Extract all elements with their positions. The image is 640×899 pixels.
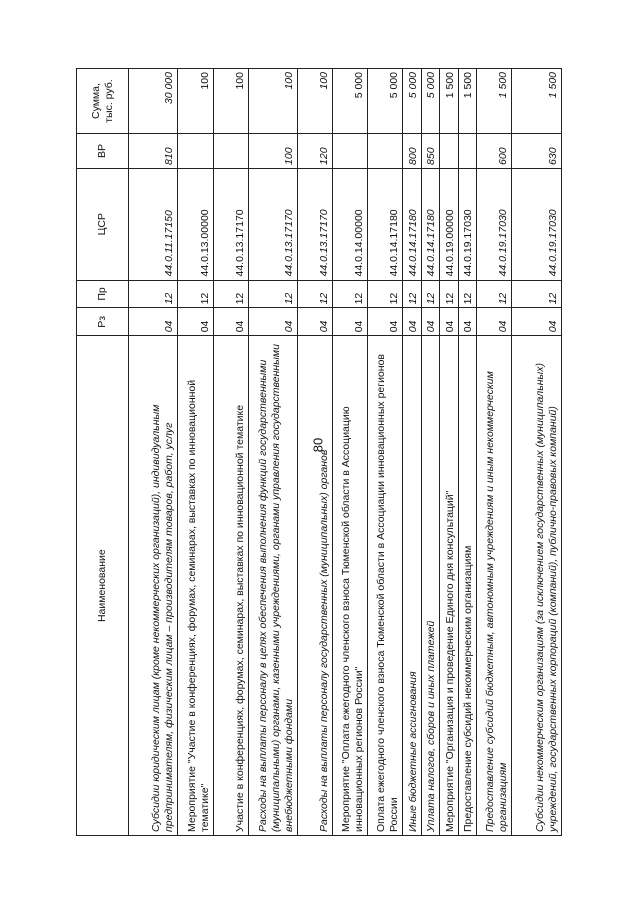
cell-csr: 44.0.19.17030	[512, 168, 562, 280]
cell-vr	[178, 134, 213, 169]
cell-sum: 5 000	[403, 69, 422, 134]
cell-name: Субсидии юридическим лицам (кроме некоммерческих организаций), индивидуальным предпринимателям, физическим лицам – производителям товаров, работ, услуг	[129, 336, 178, 836]
cell-pr: 12	[298, 280, 333, 308]
cell-rz: 04	[298, 308, 333, 336]
header-rz: Рз	[77, 308, 129, 336]
cell-pr: 12	[512, 280, 562, 308]
cell-rz: 04	[477, 308, 512, 336]
cell-sum: 100	[213, 69, 248, 134]
header-pr: Пр	[77, 280, 129, 308]
cell-sum: 5 000	[333, 69, 368, 134]
cell-vr: 120	[298, 134, 333, 169]
cell-name: Субсидии некоммерческим организациям (за исключением государственных (муниципальных) учреждений, государственных корпораций (компаний), публично-правовых компаний)	[512, 336, 562, 836]
cell-csr: 44.0.11.17150	[129, 168, 178, 280]
table-header-row	[77, 69, 129, 836]
header-name: Наименование	[77, 336, 129, 836]
cell-pr: 12	[178, 280, 213, 308]
cell-csr: 44.0.14.00000	[333, 168, 368, 280]
cell-csr: 44.0.13.17170	[213, 168, 248, 280]
page-number: 80	[310, 437, 326, 453]
cell-pr: 12	[333, 280, 368, 308]
cell-csr: 44.0.14.17180	[368, 168, 403, 280]
header-sum: Сумма, тыс. руб.	[77, 69, 129, 134]
table-row	[178, 69, 213, 836]
budget-table	[76, 68, 562, 836]
cell-rz: 04	[512, 308, 562, 336]
cell-sum: 1 500	[440, 69, 459, 134]
table-row	[333, 69, 368, 836]
cell-rz: 04	[368, 308, 403, 336]
cell-csr: 44.0.19.17030	[458, 168, 477, 280]
cell-vr: 800	[403, 134, 422, 169]
cell-name: Уплата налогов, сборов и иных платежей	[421, 336, 440, 836]
cell-sum: 30 000	[129, 69, 178, 134]
cell-vr: 600	[477, 134, 512, 169]
cell-rz: 04	[178, 308, 213, 336]
cell-name: Оплата ежегодного членского взноса Тюменской области в Ассоциации инновационных регионов России	[368, 336, 403, 836]
cell-rz: 04	[440, 308, 459, 336]
cell-rz: 04	[333, 308, 368, 336]
cell-vr: 850	[421, 134, 440, 169]
cell-rz: 04	[213, 308, 248, 336]
cell-name: Мероприятие "Оплата ежегодного членского взноса Тюменской области в Ассоциацию инновационных регионов России"	[333, 336, 368, 836]
cell-csr: 44.0.19.00000	[440, 168, 459, 280]
cell-name: Предоставление субсидий некоммерческим организациям	[458, 336, 477, 836]
cell-vr: 100	[248, 134, 297, 169]
cell-sum: 100	[298, 69, 333, 134]
cell-rz: 04	[129, 308, 178, 336]
cell-rz: 04	[248, 308, 297, 336]
table-row	[512, 69, 562, 836]
cell-name: Мероприятие "Участие в конференциях, форумах, семинарах, выставках по инновационной тематике"	[178, 336, 213, 836]
table-row	[403, 69, 422, 836]
cell-rz: 04	[421, 308, 440, 336]
cell-pr: 12	[477, 280, 512, 308]
cell-sum: 100	[178, 69, 213, 134]
cell-vr	[440, 134, 459, 169]
table-row	[298, 69, 333, 836]
table-row	[477, 69, 512, 836]
table-row	[368, 69, 403, 836]
table-row	[213, 69, 248, 836]
cell-name: Мероприятие "Организация и проведение Единого дня консультаций"	[440, 336, 459, 836]
header-vr: ВР	[77, 134, 129, 169]
cell-sum: 100	[248, 69, 297, 134]
cell-sum: 1 500	[512, 69, 562, 134]
cell-pr: 12	[129, 280, 178, 308]
table-body	[129, 69, 562, 836]
cell-vr: 630	[512, 134, 562, 169]
cell-rz: 04	[403, 308, 422, 336]
cell-csr: 44.0.13.17170	[298, 168, 333, 280]
cell-rz: 04	[458, 308, 477, 336]
cell-csr: 44.0.13.17170	[248, 168, 297, 280]
cell-vr	[458, 134, 477, 169]
table-row	[421, 69, 440, 836]
cell-sum: 1 500	[458, 69, 477, 134]
table-row	[129, 69, 178, 836]
table-row	[440, 69, 459, 836]
cell-vr	[368, 134, 403, 169]
cell-csr: 44.0.14.17180	[403, 168, 422, 280]
cell-name: Предоставление субсидий бюджетным, автономным учреждениям и иным некоммерческим организациям	[477, 336, 512, 836]
cell-vr	[333, 134, 368, 169]
cell-pr: 12	[440, 280, 459, 308]
cell-vr	[213, 134, 248, 169]
cell-name: Участие в конференциях, форумах, семинарах, выставках по инновационной тематике	[213, 336, 248, 836]
table-row	[248, 69, 297, 836]
cell-name: Расходы на выплаты персоналу в целях обеспечения выполнения функций государственными (муниципальными) органами, казенными учреждениями, органами управления государственными внебюджетными фондами	[248, 336, 297, 836]
cell-pr: 12	[248, 280, 297, 308]
cell-sum: 1 500	[477, 69, 512, 134]
cell-name: Расходы на выплаты персоналу государственных (муниципальных) органов	[298, 336, 333, 836]
cell-csr: 44.0.19.17030	[477, 168, 512, 280]
cell-pr: 12	[403, 280, 422, 308]
cell-csr: 44.0.14.17180	[421, 168, 440, 280]
table-row	[458, 69, 477, 836]
cell-vr: 810	[129, 134, 178, 169]
cell-sum: 5 000	[421, 69, 440, 134]
cell-pr: 12	[213, 280, 248, 308]
cell-sum: 5 000	[368, 69, 403, 134]
cell-pr: 12	[368, 280, 403, 308]
cell-pr: 12	[458, 280, 477, 308]
cell-name: Иные бюджетные ассигнования	[403, 336, 422, 836]
cell-pr: 12	[421, 280, 440, 308]
header-csr: ЦСР	[77, 168, 129, 280]
cell-csr: 44.0.13.00000	[178, 168, 213, 280]
